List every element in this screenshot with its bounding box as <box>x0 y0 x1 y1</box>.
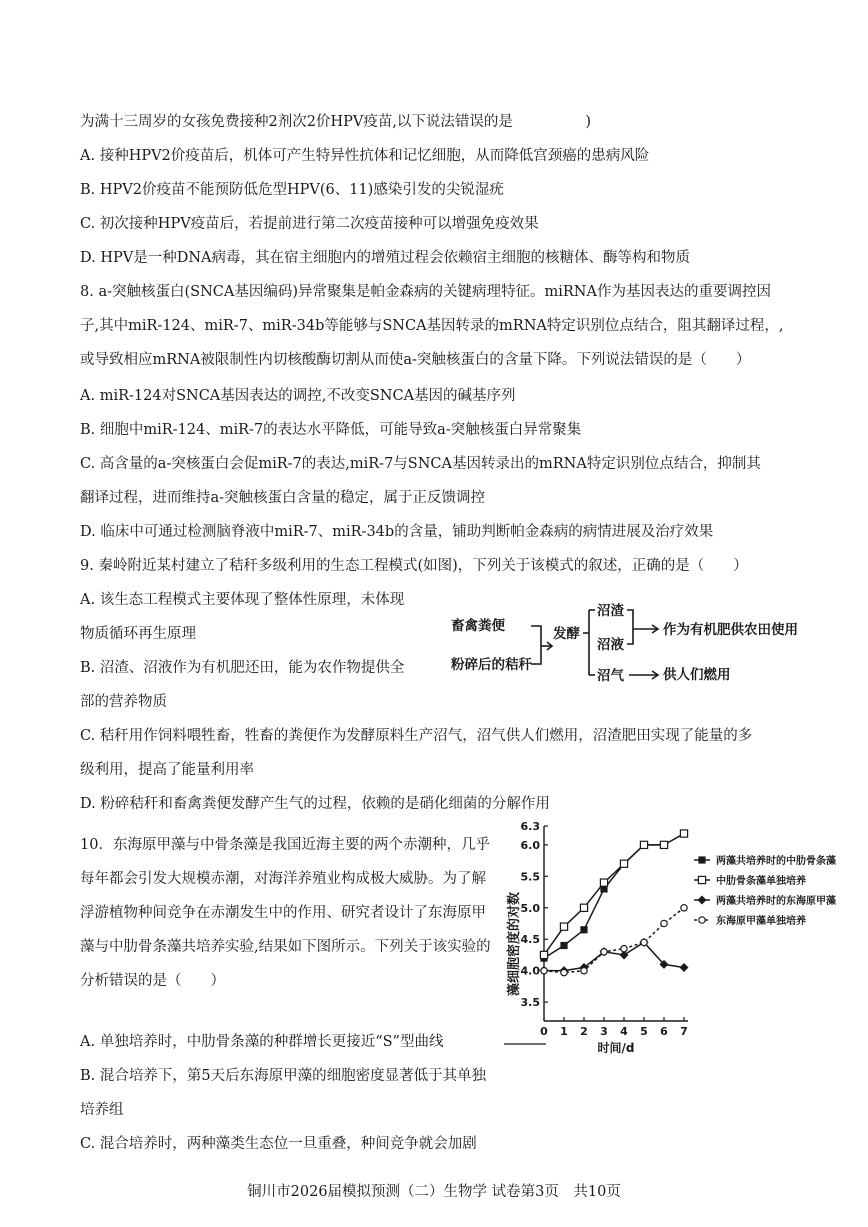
chart-x-tick-label: 4 <box>620 1025 628 1038</box>
chart-legend-marker <box>699 917 705 923</box>
chart-x-tick-label: 7 <box>680 1025 688 1038</box>
chart-data-point <box>581 967 587 973</box>
chart-data-point <box>540 951 547 958</box>
q8-stem-2: 子,其中miR-124、miR-7、miR-34b等能够与SNCA基因转录的mRNA特定识别位点结合，阻其翻译过程，, <box>80 318 784 334</box>
q10-option-a: A. 单独培养时，中肋骨条藻的种群增长更接近“S”型曲线 <box>80 1034 444 1050</box>
chart-x-tick-label: 2 <box>580 1025 588 1038</box>
diagram-input-manure: 畜禽粪便 <box>451 618 505 634</box>
q9-option-d: D. 粉碎秸秆和畜禽粪便发酵产生气的过程，依赖的是硝化细菌的分解作用 <box>80 796 550 812</box>
q9-option-c-1: C. 秸秆用作饲料喂牲畜，牲畜的粪便作为发酵原料生产沼气，沼气供人们燃用，沼渣肥田实现了能量的多 <box>80 728 753 744</box>
chart-x-tick-label: 0 <box>540 1025 548 1038</box>
q9-option-b-2: 部的营养物质 <box>80 694 167 710</box>
chart-data-point <box>680 963 689 972</box>
diagram-input-straw: 粉碎后的秸秆 <box>451 657 532 673</box>
chart-y-tick-label: 6.3 <box>520 820 540 833</box>
q9-option-a-1: A. 该生态工程模式主要体现了整体性原理，未体现 <box>80 592 405 608</box>
chart-x-tick-label: 1 <box>560 1025 568 1038</box>
chart-y-tick-label: 5.5 <box>520 870 540 884</box>
chart-legend-marker <box>698 896 707 905</box>
q7-option-c: C. 初次接种HPV疫苗后，若提前进行第二次疫苗接种可以增强免疫效果 <box>80 216 539 232</box>
chart-legend-label: 两藻共培养时的中肋骨条藻 <box>716 856 836 867</box>
q9-option-b-1: B. 沼渣、沼液作为有机肥还田，能为农作物提供全 <box>80 660 405 676</box>
diagram-liquid: 沼液 <box>597 637 624 653</box>
chart-data-point <box>561 969 567 975</box>
chart-data-point <box>541 967 547 973</box>
chart-x-tick-label: 5 <box>640 1025 648 1038</box>
chart-y-tick-label: 6.0 <box>520 838 540 852</box>
chart-data-point <box>601 949 607 955</box>
chart-data-point <box>560 942 567 949</box>
q9-option-c-2: 级利用，提高了能量利用率 <box>80 762 254 778</box>
chart-x-tick-label: 3 <box>600 1025 608 1038</box>
chart-data-point <box>640 841 647 848</box>
chart-data-point <box>621 945 627 951</box>
chart-data-point <box>681 905 687 911</box>
q8-option-a: A. miR-124对SNCA基因表达的调控,不改变SNCA基因的碱基序列 <box>80 388 516 404</box>
chart-data-point <box>620 860 627 867</box>
q8-option-c-2: 翻译过程，进而维持a-突触核蛋白含量的稳定，属于正反馈调控 <box>80 490 486 506</box>
chart-data-point <box>580 904 587 911</box>
diagram-residue: 沼渣 <box>597 603 624 619</box>
chart-x-tick-label: 6 <box>660 1025 668 1038</box>
chart-legend-label: 两藻共培养时的东海原甲藻 <box>716 896 836 907</box>
q7-option-a: A. 接种HPV2价疫苗后，机体可产生特异性抗体和记忆细胞，从而降低宫颈癌的患病风险 <box>80 148 650 164</box>
chart-legend-label: 东海原甲藻单独培养 <box>716 916 806 927</box>
q10-stem: 10．东海原甲藻与中骨条藻是我国近海主要的两个赤潮种，几乎每年都会引发大规模赤潮，对海洋养殖业构成极大威胁。为了解浮游植物种间竞争在赤潮发生中的作用、研究者设计了东海原甲藻与中肋骨条藻共培养实验,结果如下图所示。下列关于该实验的分析错误的是（ ） <box>80 837 491 989</box>
q8-stem-1: 8. a-突触核蛋白(SNCA基因编码)异常聚集是帕金森病的关键病理特征。miRNA作为基因表达的重要调控因 <box>80 284 771 300</box>
chart-series-line <box>544 834 684 955</box>
q7-option-b: B. HPV2价疫苗不能预防低危型HPV(6、11)感染引发的尖锐湿疣 <box>80 182 504 198</box>
chart-legend-label: 中肋骨条藻单独培养 <box>716 876 806 887</box>
q10-option-b: B. 混合培养下，第5天后东海原甲藻的细胞密度显著低于其单独培养组 <box>80 1068 487 1118</box>
straw-flow-diagram <box>445 600 805 690</box>
chart-data-point <box>560 923 567 930</box>
chart-data-point <box>660 841 667 848</box>
chart-legend-marker <box>698 876 705 883</box>
chart-data-point <box>600 879 607 886</box>
chart-y-tick-label: 3.5 <box>520 996 540 1010</box>
q7-line-stem: 为满十三周岁的女孩免费接种2剂次2价HPV疫苗,以下说法错误的是 ) <box>80 114 592 130</box>
algae-density-chart <box>498 816 838 1066</box>
q8-option-c-1: C. 高含量的a-突核蛋白会促miR-7的表达,miR-7与SNCA基因转录出的mRNA特定识别位点结合，抑制其 <box>80 456 761 472</box>
q8-option-d: D. 临床中可通过检测脑脊液中miR-7、miR-34b的含量，铺助判断帕金森病的病情进展及治疗效果 <box>80 524 714 540</box>
chart-y-tick-label: 5.0 <box>520 901 540 915</box>
chart-data-point <box>661 920 667 926</box>
q10-option-c: C. 混合培养时，两种藻类生态位一旦重叠，种间竞争就会加剧 <box>80 1136 477 1152</box>
q9-stem: 9. 秦岭附近某村建立了秸秆多级利用的生态工程模式(如图)，下列关于该模式的叙述，正确的是（ ） <box>80 558 748 574</box>
q7-option-d: D. HPV是一种DNA病毒，其在宿主细胞内的增殖过程会依赖宿主细胞的核糖体、酶等构和物质 <box>80 250 690 266</box>
chart-data-point <box>641 939 647 945</box>
chart-legend-marker <box>698 856 705 863</box>
page-footer: 铜川市2026届模拟预测（二）生物学 试卷第3页 共10页 <box>247 1184 621 1200</box>
chart-y-tick-label: 4.5 <box>520 933 540 947</box>
q8-stem-3: 或导致相应mRNA被限制性内切核酸酶切割从而使a-突触核蛋白的含量下降。下列说法错误的是（ ） <box>80 352 751 368</box>
q9-option-a-2: 物质循环再生原理 <box>80 626 196 642</box>
chart-data-point <box>580 926 587 933</box>
diagram-use-fuel: 供人们燃用 <box>663 667 731 683</box>
diagram-ferment: 发酵 <box>553 626 580 642</box>
chart-y-label: 藻细胞密度的对数 <box>507 891 522 997</box>
diagram-use-fertilizer: 作为有机肥供农田使用 <box>663 622 798 638</box>
chart-data-point <box>680 830 687 837</box>
chart-x-label: 时间/d <box>597 1041 635 1055</box>
chart-y-tick-label: 4.0 <box>520 964 540 978</box>
q8-option-b: B. 细胞中miR-124、miR-7的表达水平降低，可能导致a-突触核蛋白异常聚集 <box>80 422 582 438</box>
diagram-biogas: 沼气 <box>597 668 624 684</box>
